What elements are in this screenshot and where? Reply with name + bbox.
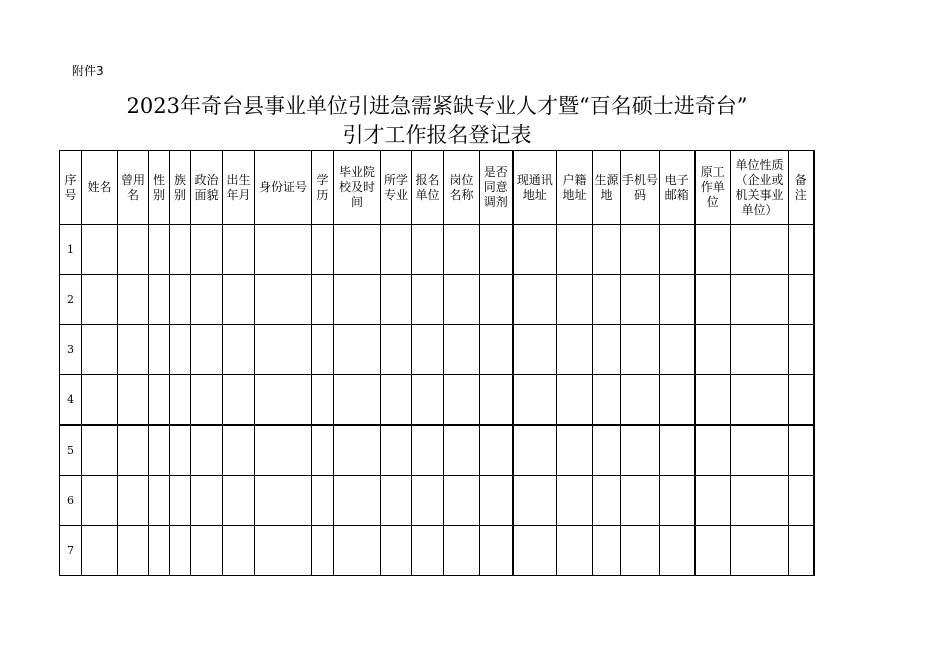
blank-cell-major[interactable]: [381, 526, 412, 576]
blank-cell-address[interactable]: [513, 225, 557, 275]
blank-cell-political[interactable]: [191, 425, 223, 476]
blank-cell-position[interactable]: [444, 526, 480, 576]
blank-cell-former_name[interactable]: [118, 325, 149, 375]
blank-cell-ethnicity[interactable]: [170, 325, 191, 375]
blank-cell-id_number[interactable]: [255, 375, 312, 426]
column-header-gender: [149, 151, 170, 225]
row-number-cell: 3: [60, 325, 82, 375]
column-header-label: 岗位名称: [449, 172, 474, 202]
column-header-unit_type: [731, 151, 789, 225]
blank-cell-former_name[interactable]: [118, 225, 149, 275]
blank-cell-phone[interactable]: [621, 375, 660, 426]
blank-cell-name[interactable]: [82, 275, 118, 325]
blank-cell-former_name[interactable]: [118, 476, 149, 526]
blank-cell-email[interactable]: [660, 526, 695, 576]
column-header-origin: [593, 151, 621, 225]
column-header-former_name: [118, 151, 149, 225]
column-header-label: 毕业院校及时间: [338, 165, 375, 209]
blank-cell-former_name[interactable]: [118, 526, 149, 576]
column-header-label: 政治面貌: [194, 172, 219, 202]
blank-cell-ethnicity[interactable]: [170, 375, 191, 426]
column-header-education: [312, 151, 334, 225]
blank-cell-gender[interactable]: [149, 375, 170, 426]
blank-cell-adjust[interactable]: [480, 225, 513, 275]
row-number-cell: 2: [60, 275, 82, 325]
blank-cell-phone[interactable]: [621, 425, 660, 476]
blank-cell-name[interactable]: [82, 476, 118, 526]
blank-cell-gender[interactable]: [149, 526, 170, 576]
blank-cell-name[interactable]: [82, 526, 118, 576]
column-header-label: 性别: [152, 172, 165, 202]
blank-cell-ethnicity[interactable]: [170, 275, 191, 325]
blank-cell-former_name[interactable]: [118, 425, 149, 476]
blank-cell-origin[interactable]: [593, 225, 621, 275]
column-header-seq: [60, 151, 82, 225]
blank-cell-name[interactable]: [82, 375, 118, 426]
blank-cell-position[interactable]: [444, 375, 480, 426]
blank-cell-address[interactable]: [513, 526, 557, 576]
blank-cell-former_unit[interactable]: [695, 325, 731, 375]
blank-cell-unit_type[interactable]: [731, 225, 789, 275]
blank-cell-hukou[interactable]: [557, 425, 593, 476]
blank-cell-name[interactable]: [82, 425, 118, 476]
blank-cell-birth[interactable]: [223, 476, 255, 526]
blank-cell-apply_unit[interactable]: [412, 526, 444, 576]
blank-cell-gender[interactable]: [149, 275, 170, 325]
blank-cell-major[interactable]: [381, 225, 412, 275]
table-row: [60, 325, 814, 375]
column-header-label: 所学专业: [383, 172, 408, 202]
blank-cell-unit_type[interactable]: [731, 425, 789, 476]
table-row: [60, 526, 814, 576]
blank-cell-political[interactable]: [191, 526, 223, 576]
column-header-label: 电子邮箱: [664, 172, 689, 202]
blank-cell-hukou[interactable]: [557, 325, 593, 375]
blank-cell-origin[interactable]: [593, 476, 621, 526]
blank-cell-adjust[interactable]: [480, 375, 513, 426]
column-header-label: 备注: [794, 172, 807, 202]
blank-cell-unit_type[interactable]: [731, 476, 789, 526]
blank-cell-remark[interactable]: [789, 275, 814, 325]
blank-cell-name[interactable]: [82, 325, 118, 375]
row-number-cell: 5: [60, 425, 82, 476]
blank-cell-apply_unit[interactable]: [412, 325, 444, 375]
blank-cell-education[interactable]: [312, 526, 334, 576]
blank-cell-birth[interactable]: [223, 375, 255, 426]
blank-cell-school[interactable]: [334, 476, 381, 526]
column-header-label: 现通讯地址: [516, 172, 553, 202]
blank-cell-birth[interactable]: [223, 425, 255, 476]
blank-cell-phone[interactable]: [621, 275, 660, 325]
column-header-label: 曾用名: [120, 172, 145, 202]
column-header-label: 原工作单位: [700, 165, 725, 209]
blank-cell-gender[interactable]: [149, 476, 170, 526]
blank-cell-phone[interactable]: [621, 526, 660, 576]
blank-cell-school[interactable]: [334, 375, 381, 426]
column-header-label: 是否同意调剂: [483, 165, 508, 209]
column-header-former_unit: [695, 151, 731, 225]
blank-cell-major[interactable]: [381, 425, 412, 476]
blank-cell-position[interactable]: [444, 225, 480, 275]
registration-table: [59, 150, 815, 576]
blank-cell-name[interactable]: [82, 225, 118, 275]
blank-cell-school[interactable]: [334, 225, 381, 275]
blank-cell-former_unit[interactable]: [695, 225, 731, 275]
blank-cell-major[interactable]: [381, 325, 412, 375]
blank-cell-address[interactable]: [513, 375, 557, 426]
form-title-line2: 引才工作报名登记表: [342, 123, 532, 147]
blank-cell-position[interactable]: [444, 275, 480, 325]
blank-cell-political[interactable]: [191, 476, 223, 526]
blank-cell-remark[interactable]: [789, 375, 814, 426]
blank-cell-adjust[interactable]: [480, 476, 513, 526]
table-row: [60, 375, 814, 426]
blank-cell-birth[interactable]: [223, 526, 255, 576]
blank-cell-position[interactable]: [444, 325, 480, 375]
blank-cell-ethnicity[interactable]: [170, 476, 191, 526]
table-row: [60, 425, 814, 476]
blank-cell-unit_type[interactable]: [731, 325, 789, 375]
column-header-label: 报名单位: [415, 172, 440, 202]
blank-cell-education[interactable]: [312, 476, 334, 526]
blank-cell-ethnicity[interactable]: [170, 225, 191, 275]
blank-cell-apply_unit[interactable]: [412, 225, 444, 275]
blank-cell-political[interactable]: [191, 225, 223, 275]
blank-cell-remark[interactable]: [789, 425, 814, 476]
blank-cell-origin[interactable]: [593, 275, 621, 325]
blank-cell-address[interactable]: [513, 275, 557, 325]
column-header-label: 学历: [316, 172, 329, 202]
column-header-id_number: [255, 151, 312, 225]
column-header-school: [334, 151, 381, 225]
blank-cell-gender[interactable]: [149, 325, 170, 375]
blank-cell-id_number[interactable]: [255, 325, 312, 375]
row-number-cell: 6: [60, 476, 82, 526]
blank-cell-birth[interactable]: [223, 325, 255, 375]
blank-cell-school[interactable]: [334, 275, 381, 325]
blank-cell-address[interactable]: [513, 476, 557, 526]
blank-cell-apply_unit[interactable]: [412, 375, 444, 426]
row-number-cell: 4: [60, 375, 82, 426]
blank-cell-hukou[interactable]: [557, 275, 593, 325]
blank-cell-political[interactable]: [191, 375, 223, 426]
attachment-label: 附件3: [72, 64, 104, 78]
blank-cell-apply_unit[interactable]: [412, 425, 444, 476]
blank-cell-education[interactable]: [312, 325, 334, 375]
column-header-label: 手机号码: [621, 172, 658, 202]
blank-cell-unit_type[interactable]: [731, 275, 789, 325]
blank-cell-apply_unit[interactable]: [412, 476, 444, 526]
blank-cell-adjust[interactable]: [480, 325, 513, 375]
blank-cell-former_unit[interactable]: [695, 425, 731, 476]
column-header-label: 序号: [64, 172, 77, 202]
blank-cell-remark[interactable]: [789, 526, 814, 576]
column-header-apply_unit: [412, 151, 444, 225]
column-header-hukou: [557, 151, 593, 225]
row-number-cell: 7: [60, 526, 82, 576]
blank-cell-birth[interactable]: [223, 225, 255, 275]
column-header-label: 族别: [173, 172, 186, 202]
blank-cell-former_unit[interactable]: [695, 375, 731, 426]
table-header-row: [60, 151, 814, 225]
blank-cell-remark[interactable]: [789, 325, 814, 375]
blank-cell-email[interactable]: [660, 325, 695, 375]
blank-cell-phone[interactable]: [621, 325, 660, 375]
blank-cell-hukou[interactable]: [557, 225, 593, 275]
blank-cell-origin[interactable]: [593, 375, 621, 426]
blank-cell-school[interactable]: [334, 526, 381, 576]
row-number-cell: 1: [60, 225, 82, 275]
blank-cell-email[interactable]: [660, 425, 695, 476]
column-header-label: 身份证号: [258, 180, 307, 194]
blank-cell-adjust[interactable]: [480, 275, 513, 325]
blank-cell-adjust[interactable]: [480, 526, 513, 576]
blank-cell-hukou[interactable]: [557, 375, 593, 426]
blank-cell-education[interactable]: [312, 225, 334, 275]
blank-cell-former_unit[interactable]: [695, 275, 731, 325]
column-header-adjust: [480, 151, 513, 225]
blank-cell-email[interactable]: [660, 275, 695, 325]
blank-cell-remark[interactable]: [789, 225, 814, 275]
blank-cell-origin[interactable]: [593, 325, 621, 375]
blank-cell-id_number[interactable]: [255, 425, 312, 476]
column-header-remark: [789, 151, 814, 225]
blank-cell-gender[interactable]: [149, 225, 170, 275]
form-title-line1: 2023年奇台县事业单位引进急需紧缺专业人才暨“百名硕士进奇台”: [126, 94, 748, 118]
blank-cell-unit_type[interactable]: [731, 375, 789, 426]
column-header-major: [381, 151, 412, 225]
blank-cell-address[interactable]: [513, 425, 557, 476]
blank-cell-school[interactable]: [334, 325, 381, 375]
blank-cell-hukou[interactable]: [557, 476, 593, 526]
column-header-position: [444, 151, 480, 225]
blank-cell-email[interactable]: [660, 225, 695, 275]
table-row: [60, 275, 814, 325]
blank-cell-education[interactable]: [312, 375, 334, 426]
blank-cell-former_name[interactable]: [118, 375, 149, 426]
blank-cell-phone[interactable]: [621, 225, 660, 275]
blank-cell-major[interactable]: [381, 476, 412, 526]
blank-cell-education[interactable]: [312, 275, 334, 325]
blank-cell-former_unit[interactable]: [695, 476, 731, 526]
table-row: [60, 225, 814, 275]
column-header-name: [82, 151, 118, 225]
column-header-political: [191, 151, 223, 225]
blank-cell-ethnicity[interactable]: [170, 526, 191, 576]
column-header-email: [660, 151, 695, 225]
blank-cell-education[interactable]: [312, 425, 334, 476]
blank-cell-id_number[interactable]: [255, 225, 312, 275]
blank-cell-position[interactable]: [444, 476, 480, 526]
blank-cell-political[interactable]: [191, 325, 223, 375]
column-header-label: 出生年月: [226, 172, 251, 202]
column-header-label: 单位性质（企业或机关事业单位）: [735, 157, 784, 217]
blank-cell-id_number[interactable]: [255, 526, 312, 576]
blank-cell-remark[interactable]: [789, 476, 814, 526]
column-header-label: 生源地: [594, 172, 619, 202]
blank-cell-former_unit[interactable]: [695, 526, 731, 576]
blank-cell-gender[interactable]: [149, 425, 170, 476]
column-header-birth: [223, 151, 255, 225]
blank-cell-phone[interactable]: [621, 476, 660, 526]
blank-cell-former_name[interactable]: [118, 275, 149, 325]
blank-cell-hukou[interactable]: [557, 526, 593, 576]
blank-cell-apply_unit[interactable]: [412, 275, 444, 325]
blank-cell-origin[interactable]: [593, 425, 621, 476]
blank-cell-position[interactable]: [444, 425, 480, 476]
blank-cell-id_number[interactable]: [255, 275, 312, 325]
column-header-phone: [621, 151, 660, 225]
blank-cell-ethnicity[interactable]: [170, 425, 191, 476]
column-header-label: 姓名: [87, 180, 112, 194]
blank-cell-birth[interactable]: [223, 275, 255, 325]
blank-cell-origin[interactable]: [593, 526, 621, 576]
blank-cell-id_number[interactable]: [255, 476, 312, 526]
column-header-ethnicity: [170, 151, 191, 225]
blank-cell-email[interactable]: [660, 476, 695, 526]
blank-cell-major[interactable]: [381, 275, 412, 325]
blank-cell-school[interactable]: [334, 425, 381, 476]
column-header-label: 户籍地址: [562, 172, 587, 202]
blank-cell-political[interactable]: [191, 275, 223, 325]
blank-cell-adjust[interactable]: [480, 425, 513, 476]
blank-cell-email[interactable]: [660, 375, 695, 426]
column-header-address: [513, 151, 557, 225]
table-row: [60, 476, 814, 526]
blank-cell-address[interactable]: [513, 325, 557, 375]
blank-cell-major[interactable]: [381, 375, 412, 426]
blank-cell-unit_type[interactable]: [731, 526, 789, 576]
